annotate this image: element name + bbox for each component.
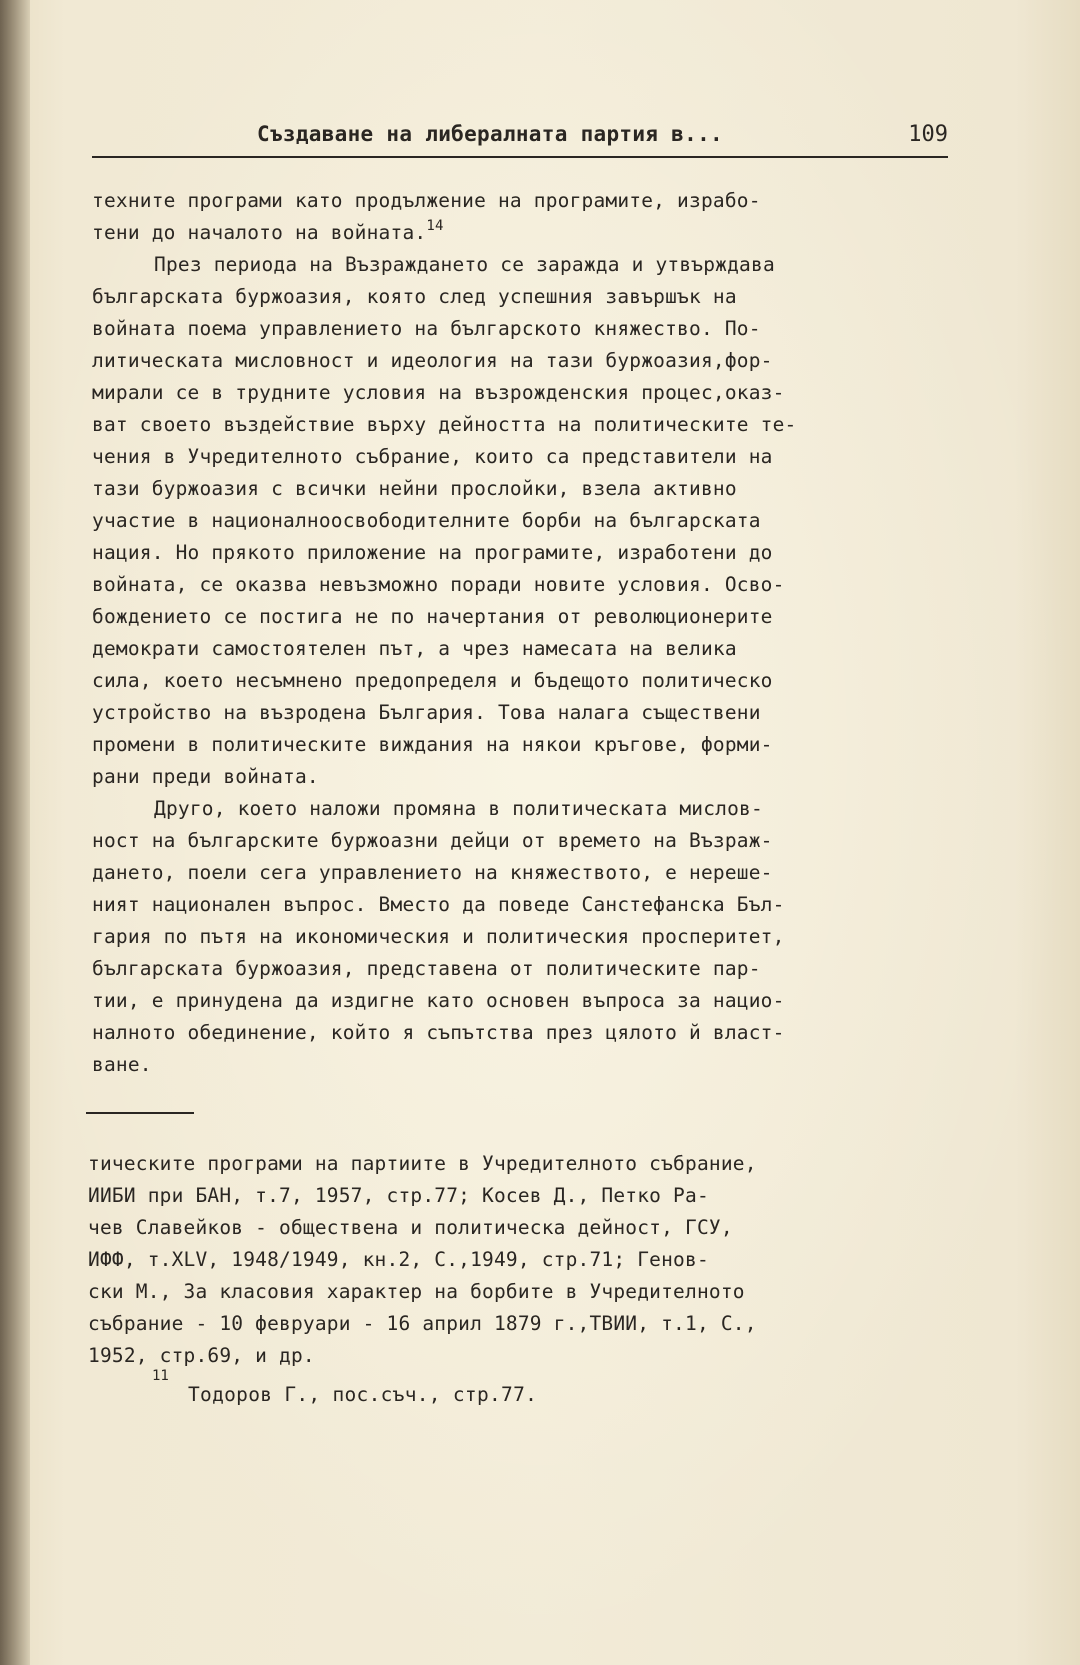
page-number: 109 [908,122,948,147]
text-line: ване. [92,1053,152,1076]
text-line: българската буржоазия, която след успешния завършък на [92,285,737,308]
footnote-text: Тодоров Г., пос.съч., стр.77. [188,1383,538,1406]
footnotes [88,1148,958,1372]
text-line: тии, е принудена да издигне като основен въпроса за нацио- [92,989,785,1012]
text-line: демократи самостоятелен път, а чрез намесата на велика [92,637,737,660]
text-line: чения в Учредителното събрание, които са представители на [92,445,773,468]
text-line: дането, поели сега управлението на княжеството, е нереше- [92,861,773,884]
text-line: налното обединение, който я съпътства през цялото й власт- [92,1021,785,1044]
text-line: войната, се оказва невъзможно поради новите условия. Осво- [92,573,785,596]
paragraph-start: Друго, което наложи промяна в политическата мислов- [154,797,763,820]
footnote-line: събрание - 10 февруари - 16 април 1879 г.,ТВИИ, т.1, С., [88,1312,757,1335]
footnote-line: 1952, стр.69, и др. [88,1344,315,1367]
footnote-line: ИИБИ при БАН, т.7, 1957, стр.77; Косев Д., Петко Ра- [88,1184,709,1207]
header-title: Създаване на либералната партия в... [257,122,723,146]
footnote-separator [86,1112,194,1114]
text-line: ност на българските буржоазни дейци от времето на Възраж- [92,829,773,852]
text-line: ният национален въпрос. Вместо да поведе Санстефанска Бъл- [92,893,785,916]
text-line-content: тени до началото на войната. [92,221,427,244]
text-line: устройство на възродена България. Това налага съществени [92,701,761,724]
text-line: рани преди войната. [92,765,319,788]
footnote-line: чев Славейков - обществена и политическа дейност, ГСУ, [88,1216,733,1239]
footnote-reference: 14 [426,218,444,234]
footnote-line: ски М., За класовия характер на борбите в Учредителното [88,1280,745,1303]
footnote-line: ИФФ, т.XLV, 1948/1949, кн.2, С.,1949, стр.71; Генов- [88,1248,709,1271]
text-line: ват своето въздействие върху дейността на политическите те- [92,413,797,436]
footnote-marker: 11 [152,1368,169,1384]
text-line: нация. Но прякото приложение на програмите, изработени до [92,541,773,564]
text-line: промени в политическите виждания на някои кръгове, форми- [92,733,773,756]
paragraph-start: През периода на Възраждането се заражда и утвърждава [154,253,775,276]
text-line: бождението се постига не по начертания от революционерите [92,605,773,628]
main-text [92,185,962,1081]
text-line: литическата мисловност и идеология на тази буржоазия,фор- [92,349,773,372]
text-line: техните програми като продължение на програмите, израбо- [92,189,761,212]
footnote-line: тическите програми на партиите в Учредителното събрание, [88,1152,757,1175]
text-line: българската буржоазия, представена от политическите пар- [92,957,761,980]
text-line: сила, което несъмнено предопределя и бъдещото политическо [92,669,773,692]
text-line: тази буржоазия с всички нейни прослойки, взела активно [92,477,737,500]
text-line: гария по пътя на икономическия и политическия просперитет, [92,925,785,948]
running-header [92,118,948,158]
book-spine-shadow [0,0,30,1665]
text-line: войната поема управлението на българското княжество. По- [92,317,761,340]
text-line [92,217,962,249]
text-line: участие в националноосвободителните борби на българската [92,509,761,532]
text-line: мирали се в трудните условия на възрожденския процес,оказ- [92,381,785,404]
